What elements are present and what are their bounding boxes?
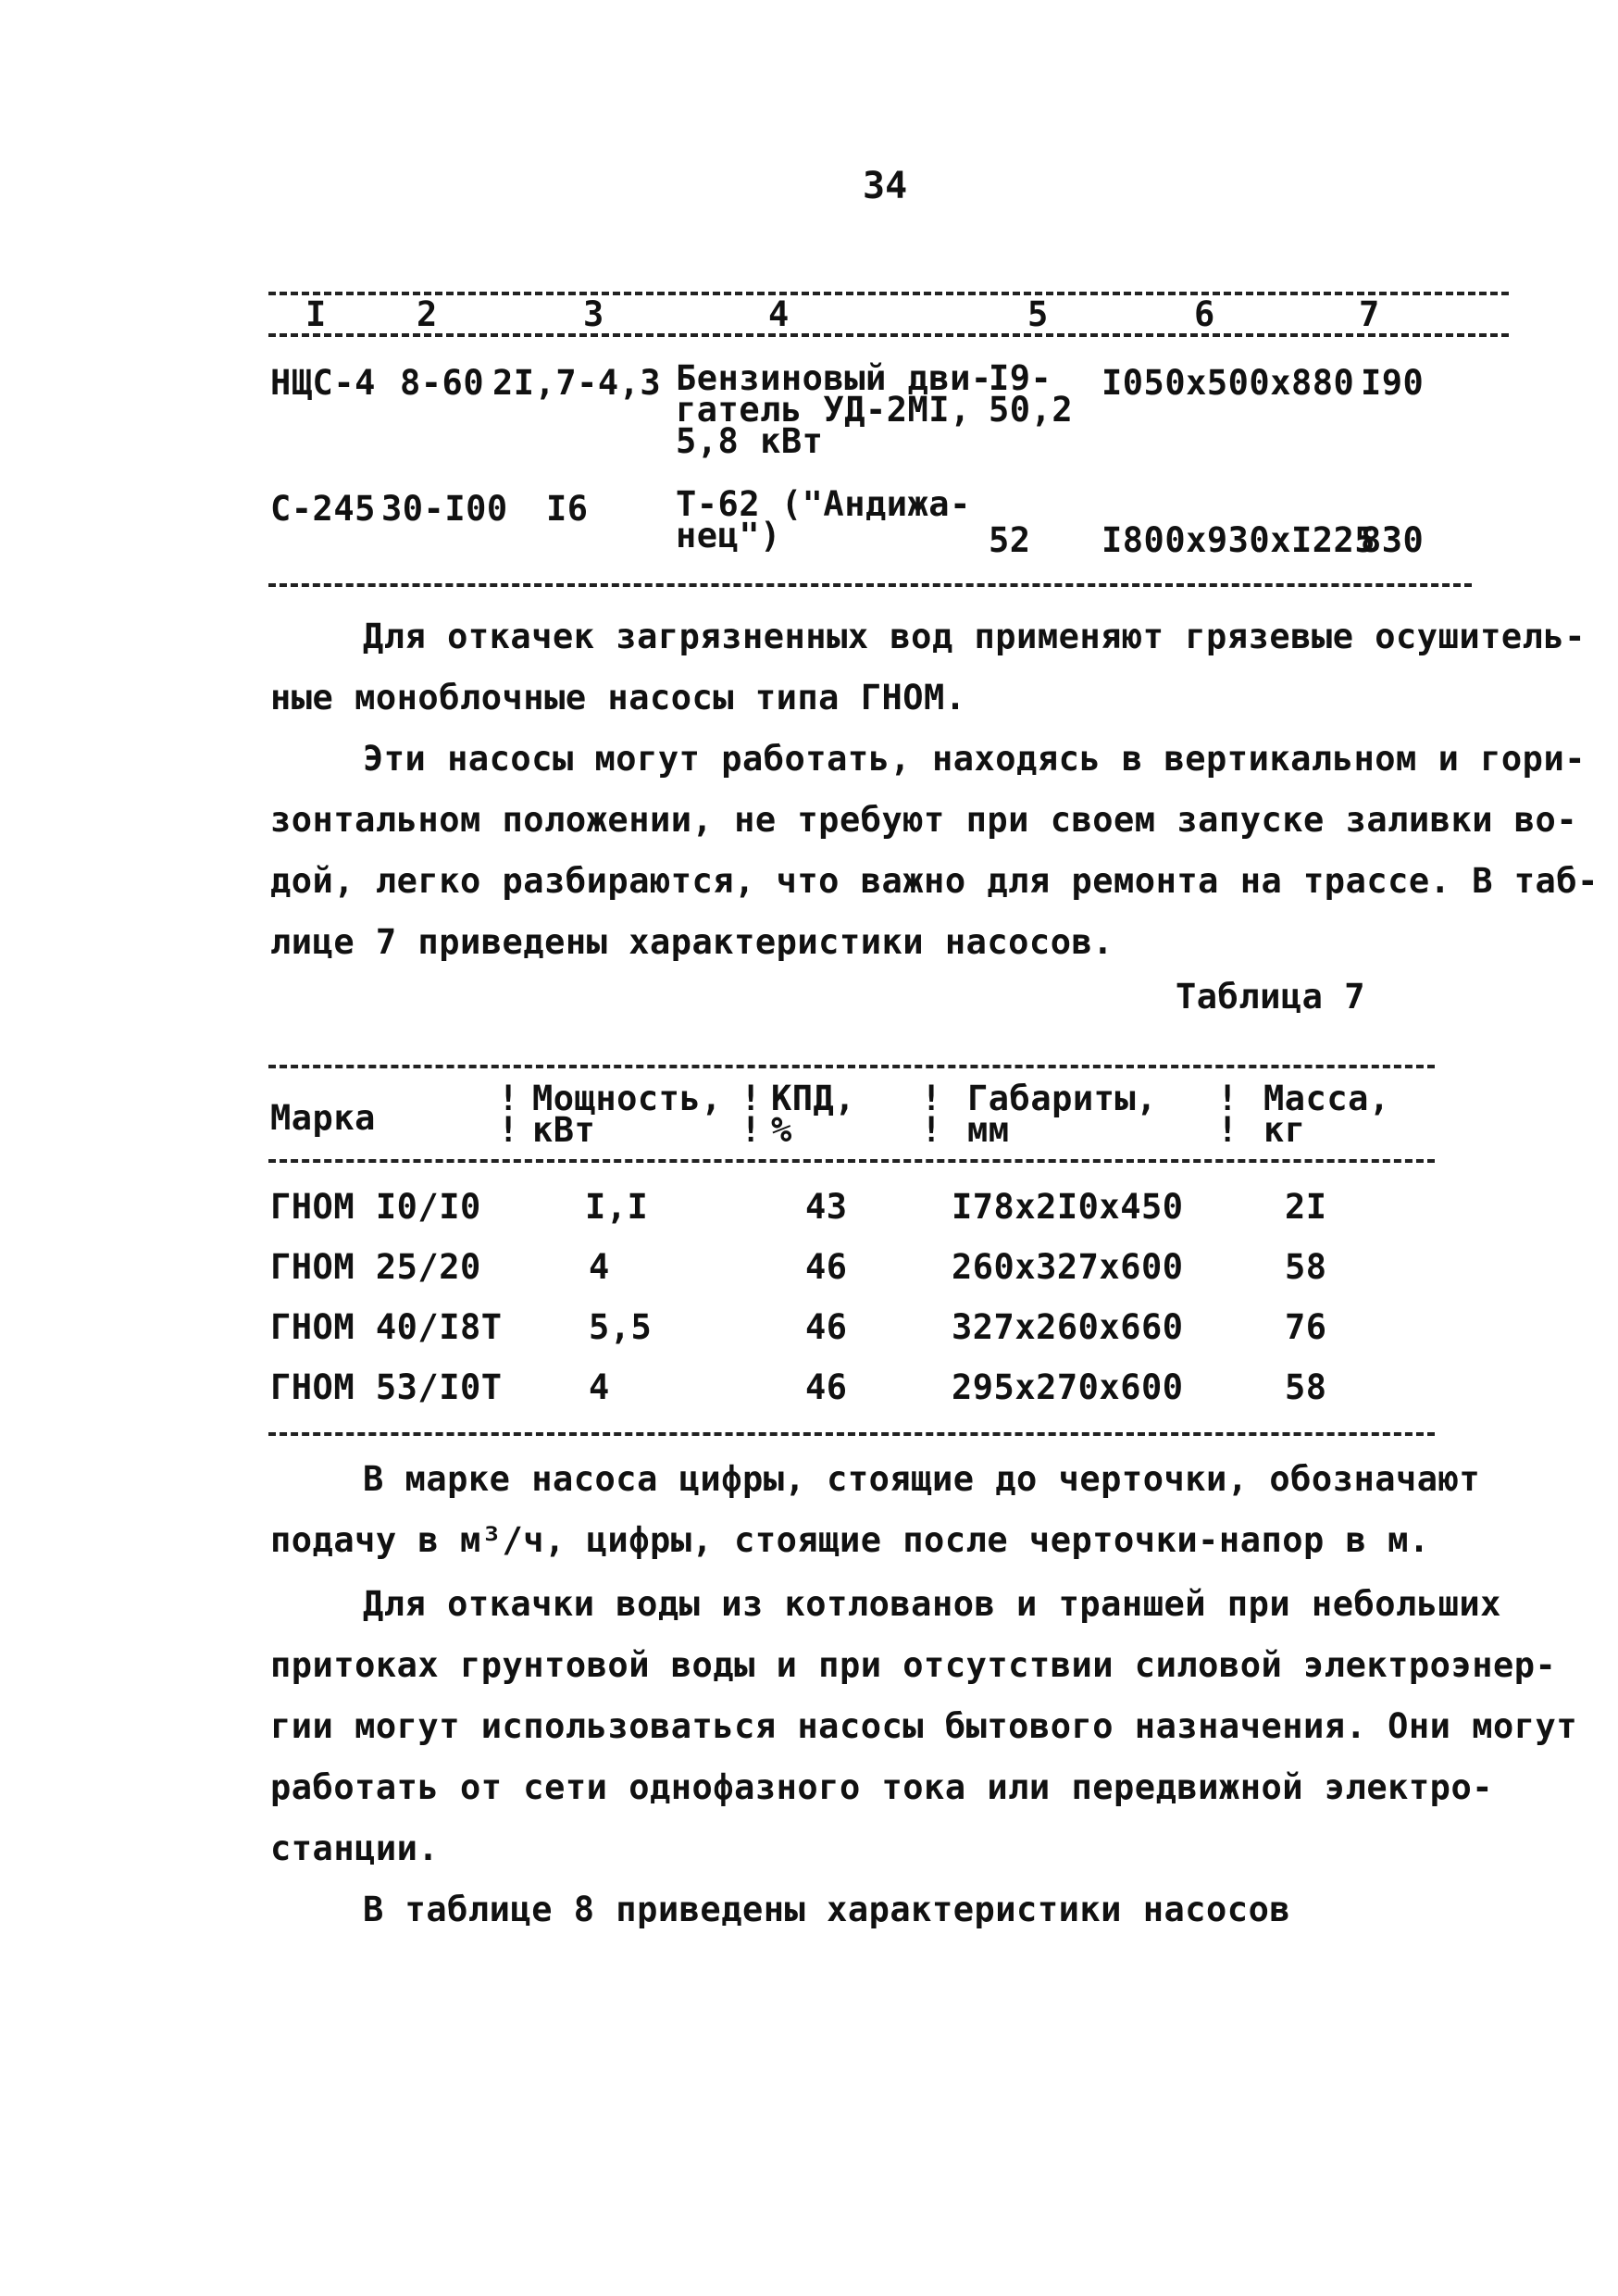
table-cell: 58 xyxy=(1285,1367,1327,1407)
paragraph: В марке насоса цифры, стоящие до черточки, обозначают подачу в м³/ч, цифры, стоящие после черточки-напор в м. xyxy=(270,1459,1481,1560)
table-cell: 30-I00 xyxy=(381,489,508,529)
table-bottom-rule xyxy=(268,583,1472,587)
header-power: Мощность, кВт xyxy=(532,1079,722,1150)
table-cell: I9- 50,2 xyxy=(989,358,1074,430)
table-cell: НЩС-4 xyxy=(270,363,376,403)
table-cell: 2I,7-4,3 xyxy=(492,363,662,403)
paragraph: Эти насосы могут работать, находясь в вертикальном и гори- зонтальном положении, не требуют при своем запуске заливки во- дой, легко разбираются, что важно для ремонта на трассе. В таб- лице 7 приведены характеристики насосов. xyxy=(270,739,1599,962)
header-kpd: КПД, % xyxy=(771,1079,856,1150)
table-cell: I6 xyxy=(546,489,589,529)
table-caption: Таблица 7 xyxy=(1176,977,1365,1017)
col-header-7: 7 xyxy=(1359,294,1380,334)
table-cell: ГНОМ 53/I0Т xyxy=(270,1367,503,1407)
page-number: 34 xyxy=(863,165,908,207)
header-separator: ! ! xyxy=(1217,1079,1238,1150)
col-header-2: 2 xyxy=(417,294,438,334)
table-cell: 76 xyxy=(1285,1307,1327,1347)
header-separator: ! ! xyxy=(498,1079,519,1150)
table-bottom-rule xyxy=(268,1432,1435,1436)
table-header-rule xyxy=(268,333,1509,337)
table-cell: I800x930xI225 xyxy=(1101,520,1376,560)
table-cell: 295x270x600 xyxy=(952,1367,1184,1407)
table-cell: 46 xyxy=(805,1247,848,1287)
table-cell: 4 xyxy=(589,1367,610,1407)
table-cell: 4 xyxy=(589,1247,610,1287)
table-cell: 327x260x660 xyxy=(952,1307,1184,1347)
header-separator: ! ! xyxy=(921,1079,942,1150)
table-cell: 46 xyxy=(805,1367,848,1407)
table-cell: ГНОМ 25/20 xyxy=(270,1247,481,1287)
table-cell: ГНОМ I0/I0 xyxy=(270,1187,481,1227)
table-header-rule xyxy=(268,1159,1435,1163)
table-cell: ГНОМ 40/I8Т xyxy=(270,1307,503,1347)
table-cell: 8-60 xyxy=(400,363,485,403)
table-cell: 830 xyxy=(1361,520,1425,560)
table-cell: I90 xyxy=(1361,363,1425,403)
header-marka: Марка xyxy=(270,1098,376,1138)
table-cell: Бензиновый дви- гатель УД-2МI, 5,8 кВт xyxy=(676,358,992,461)
table-cell: 43 xyxy=(805,1187,848,1227)
table-top-rule xyxy=(268,292,1509,295)
paragraph: В таблице 8 приведены характеристики насосов xyxy=(363,1890,1291,1929)
table-cell: Т-62 ("Андижа- нец") xyxy=(676,484,971,555)
table-cell: 260x327x600 xyxy=(952,1247,1184,1287)
paragraph: Для откачки воды из котлованов и траншей при небольших притоках грунтовой воды и при отсутствии силовой электроэнер- гии могут использоваться насосы бытового назначения. Они могут работать от сети однофазного тока или передвижной электро- станции. xyxy=(270,1584,1578,1868)
table-cell: I,I xyxy=(585,1187,649,1227)
table-top-rule xyxy=(268,1065,1435,1068)
table-cell: 58 xyxy=(1285,1247,1327,1287)
table-cell: 5,5 xyxy=(589,1307,653,1347)
paragraph: Для откачек загрязненных вод применяют грязевые осушитель- ные моноблочные насосы типа ГНОМ. xyxy=(270,617,1587,718)
table-cell: 46 xyxy=(805,1307,848,1347)
col-header-4: 4 xyxy=(768,294,790,334)
table-cell: 52 xyxy=(989,520,1031,560)
header-separator: ! ! xyxy=(741,1079,762,1150)
table-cell: С-245 xyxy=(270,489,376,529)
table-cell: I78x2I0x450 xyxy=(952,1187,1184,1227)
col-header-1: I xyxy=(305,294,327,334)
col-header-3: 3 xyxy=(583,294,604,334)
col-header-6: 6 xyxy=(1194,294,1215,334)
table-cell: 2I xyxy=(1285,1187,1327,1227)
header-dims: Габариты, мм xyxy=(967,1079,1157,1150)
table-cell: I050x500x880 xyxy=(1101,363,1355,403)
header-mass: Масса, кг xyxy=(1263,1079,1390,1150)
col-header-5: 5 xyxy=(1027,294,1049,334)
